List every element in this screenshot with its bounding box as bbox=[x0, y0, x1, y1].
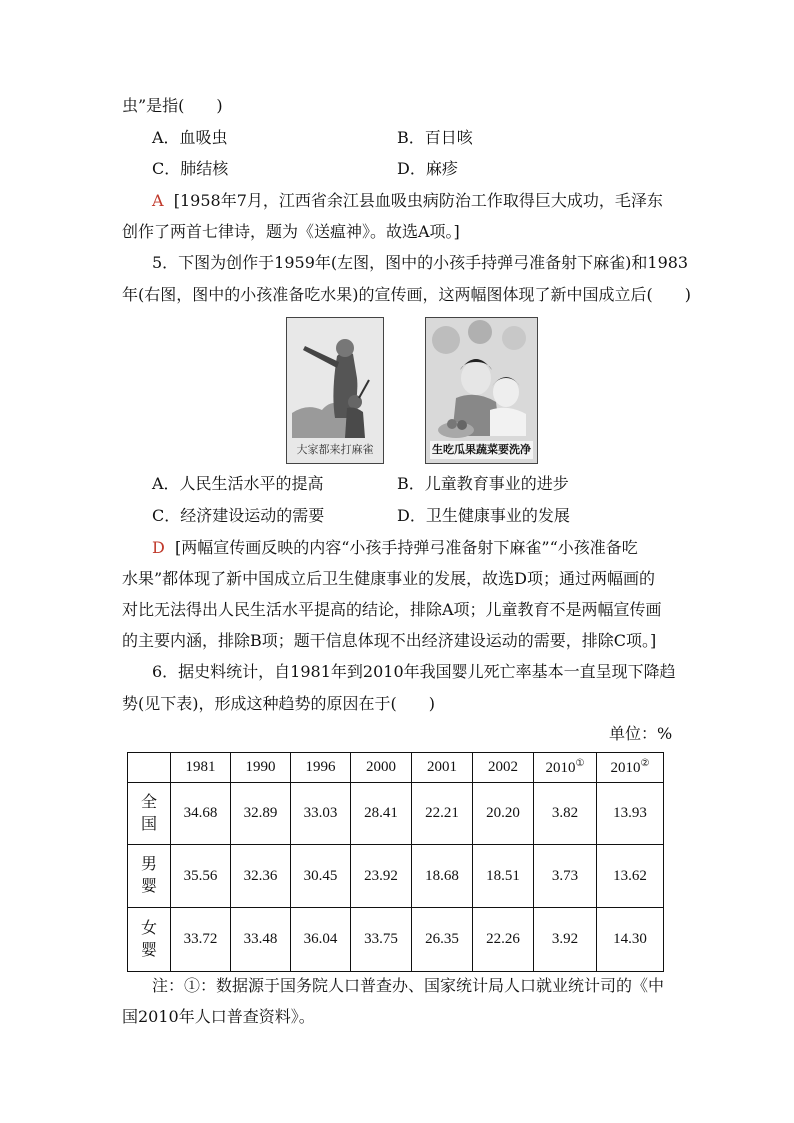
q4-explanation-text-1: [1958年7月，江西省余江县血吸虫病防治工作取得巨大成功，毛泽东 bbox=[173, 191, 663, 210]
table-header-cell: 1990 bbox=[231, 753, 291, 783]
table-row-label bbox=[128, 845, 171, 908]
q6-unit-label: 单位：% bbox=[609, 724, 673, 743]
footnote-marker: ① bbox=[575, 758, 585, 769]
q6-note-line-1: 注：①：数据源于国务院人口普查办、国家统计局人口就业统计司的《中 bbox=[152, 976, 665, 995]
table-row-label bbox=[128, 908, 171, 972]
q5-option-a: A．人民生活水平的提高 bbox=[152, 474, 324, 493]
table-cell: 3.92 bbox=[534, 908, 597, 972]
footnote-marker: ② bbox=[640, 758, 650, 769]
q4-option-a: A．血吸虫 bbox=[152, 128, 228, 147]
table-cell: 34.68 bbox=[171, 783, 231, 845]
table-cell: 32.89 bbox=[231, 783, 291, 845]
q5-explanation-text-1: [两幅宣传画反映的内容“小孩手持弹弓准备射下麻雀”“小孩准备吃 bbox=[175, 538, 638, 557]
q4-answer: A bbox=[152, 191, 164, 210]
q5-explanation-line-2: 水果”都体现了新中国成立后卫生健康事业的发展，故选D项；通过两幅画的 bbox=[122, 569, 656, 588]
table-cell: 3.73 bbox=[534, 845, 597, 908]
q5-explanation-line-1 bbox=[152, 538, 638, 558]
q4-option-d: D．麻疹 bbox=[397, 159, 458, 178]
table-cell: 30.45 bbox=[291, 845, 351, 908]
table-cell: 33.48 bbox=[231, 908, 291, 972]
table-cell: 13.62 bbox=[597, 845, 664, 908]
table-cell: 26.35 bbox=[412, 908, 473, 972]
table-header-cell: 2002 bbox=[473, 753, 534, 783]
q5-answer: D bbox=[152, 538, 165, 557]
q4-explanation-line-1 bbox=[152, 191, 663, 211]
table-cell: 14.30 bbox=[597, 908, 664, 972]
q5-option-d: D．卫生健康事业的发展 bbox=[397, 506, 570, 525]
poster-left-caption: 大家都来打麻雀 bbox=[296, 443, 374, 456]
table-row bbox=[128, 908, 664, 972]
table-cell: 23.92 bbox=[351, 845, 412, 908]
table-header-cell bbox=[597, 753, 664, 783]
table-corner-cell bbox=[128, 753, 171, 783]
table-cell: 33.03 bbox=[291, 783, 351, 845]
row-label-char: 婴 bbox=[140, 941, 157, 959]
table-cell: 13.93 bbox=[597, 783, 664, 845]
table-header-year: 2010 bbox=[610, 760, 641, 776]
row-label-char: 国 bbox=[140, 815, 157, 833]
q5-option-b: B．儿童教育事业的进步 bbox=[397, 474, 569, 493]
table-row-label bbox=[128, 783, 171, 845]
table-header-cell: 1981 bbox=[171, 753, 231, 783]
table-row bbox=[128, 783, 664, 845]
table-header-cell: 2000 bbox=[351, 753, 412, 783]
q6-stem-line-2: 势(见下表)，形成这种趋势的原因在于( ) bbox=[122, 694, 435, 713]
q4-explanation-line-2: 创作了两首七律诗，题为《送瘟神》。故选A项。] bbox=[122, 222, 460, 241]
table-cell: 18.51 bbox=[473, 845, 534, 908]
q4-stem-tail: 虫”是指( ) bbox=[122, 96, 223, 115]
table-cell: 32.36 bbox=[231, 845, 291, 908]
table-header-row bbox=[128, 753, 664, 783]
table-cell: 28.41 bbox=[351, 783, 412, 845]
table-cell: 33.72 bbox=[171, 908, 231, 972]
table-header-cell bbox=[534, 753, 597, 783]
q5-explanation-line-4: 的主要内涵，排除B项；题干信息体现不出经济建设运动的需要，排除C项。] bbox=[122, 631, 657, 650]
table-cell: 35.56 bbox=[171, 845, 231, 908]
table-header-year: 2010 bbox=[545, 760, 576, 776]
poster-right-image bbox=[425, 317, 538, 464]
table-cell: 33.75 bbox=[351, 908, 412, 972]
table-header-cell: 1996 bbox=[291, 753, 351, 783]
table-row bbox=[128, 845, 664, 908]
q4-option-c: C．肺结核 bbox=[152, 159, 229, 178]
q5-explanation-line-3: 对比无法得出人民生活水平提高的结论，排除A项；儿童教育不是两幅宣传画 bbox=[122, 600, 662, 619]
q6-note-line-2: 国2010年人口普查资料》。 bbox=[122, 1007, 315, 1026]
table-cell: 18.68 bbox=[412, 845, 473, 908]
q4-option-b: B．百日咳 bbox=[397, 128, 473, 147]
table-cell: 22.26 bbox=[473, 908, 534, 972]
table-header-cell: 2001 bbox=[412, 753, 473, 783]
row-label-char: 男 bbox=[140, 856, 157, 873]
q6-stem-line-1: 6．据史料统计，自1981年到2010年我国婴儿死亡率基本一直呈现下降趋 bbox=[152, 662, 676, 681]
q5-stem-line-2: 年(右图，图中的小孩准备吃水果)的宣传画，这两幅图体现了新中国成立后( ) bbox=[122, 285, 691, 304]
table-cell: 22.21 bbox=[412, 783, 473, 845]
infant-mortality-table bbox=[127, 752, 664, 972]
q5-stem-line-1: 5．下图为创作于1959年(左图，图中的小孩手持弹弓准备射下麻雀)和1983 bbox=[152, 253, 689, 272]
table-cell: 36.04 bbox=[291, 908, 351, 972]
poster-left-image bbox=[286, 317, 384, 464]
q5-option-c: C．经济建设运动的需要 bbox=[152, 506, 325, 525]
table-cell: 20.20 bbox=[473, 783, 534, 845]
table-cell: 3.82 bbox=[534, 783, 597, 845]
row-label-char: 婴 bbox=[140, 878, 157, 895]
poster-right-caption: 生吃瓜果蔬菜要洗净 bbox=[430, 441, 533, 459]
row-label-char: 女 bbox=[140, 919, 157, 937]
row-label-char: 全 bbox=[140, 793, 157, 811]
